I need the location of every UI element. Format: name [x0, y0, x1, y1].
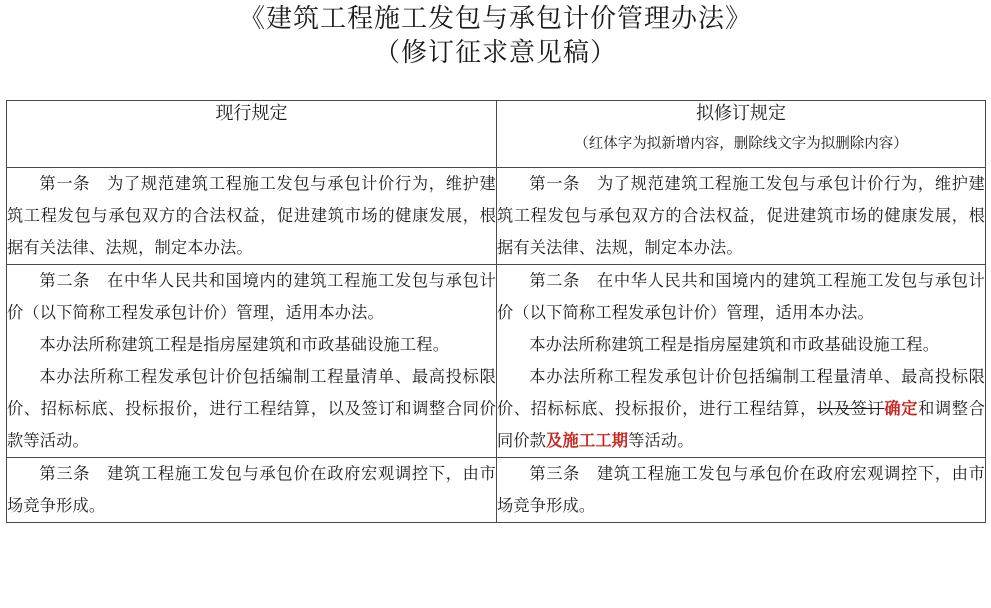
- article-2-proposed: [497, 265, 986, 458]
- article-1-proposed: [497, 168, 986, 265]
- unchanged-text: 本办法所称工程发承包计价包括编制工程量清单、最高投标限价、招标标底、投标报价，进行工程结算，: [497, 367, 985, 418]
- table-row: [7, 168, 986, 265]
- paragraph: 本办法所称建筑工程是指房屋建筑和市政基础设施工程。: [529, 335, 940, 354]
- paragraph: 第一条 为了规范建筑工程施工发包与承包计价行为，维护建筑工程发包与承包双方的合法权益，促进建筑市场的健康发展，根据有关法律、法规，制定本办法。: [7, 174, 496, 257]
- article-3-current: [7, 458, 497, 523]
- document-subtitle: （修订征求意见稿）: [373, 38, 617, 68]
- current-rules-label: 现行规定: [215, 103, 288, 124]
- paragraph: 第三条 建筑工程施工发包与承包价在政府宏观调控下，由市场竞争形成。: [7, 464, 496, 515]
- table-header-row: [7, 101, 986, 168]
- proposed-rules-header: [497, 101, 986, 168]
- comparison-table: [6, 100, 986, 523]
- paragraph: 第二条 在中华人民共和国境内的建筑工程施工发包与承包计价（以下简称工程发承包计价）管理，适用本办法。: [497, 271, 985, 322]
- proposed-rules-label: 拟修订规定: [696, 103, 786, 124]
- paragraph: 第三条 建筑工程施工发包与承包价在政府宏观调控下，由市场竞争形成。: [497, 464, 985, 515]
- article-2-current: [7, 265, 497, 458]
- deleted-text: 以及签订: [817, 399, 885, 418]
- current-rules-header: [7, 101, 497, 168]
- unchanged-text: 等活动。: [628, 431, 694, 450]
- added-text: 确定: [884, 399, 919, 418]
- table-row: [7, 458, 986, 523]
- document-title: 《建筑工程施工发包与承包计价管理办法》: [238, 4, 752, 34]
- article-3-proposed: [497, 458, 986, 523]
- paragraph: 本办法所称工程发承包计价包括编制工程量清单、最高投标限价、招标标底、投标报价，进行工程结算，以及签订和调整合同价款等活动。: [7, 367, 496, 450]
- unchanged-text: 和调整合同价款: [497, 399, 985, 450]
- proposed-rules-note: （红体字为拟新增内容，删除线文字为拟删除内容）: [574, 136, 908, 152]
- paragraph: 本办法所称建筑工程是指房屋建筑和市政基础设施工程。: [39, 335, 450, 354]
- added-text: 及施工工期: [546, 431, 629, 450]
- article-1-current: [7, 168, 497, 265]
- paragraph-with-revisions: [497, 361, 985, 457]
- paragraph: 第二条 在中华人民共和国境内的建筑工程施工发包与承包计价（以下简称工程发承包计价）管理，适用本办法。: [7, 271, 496, 322]
- paragraph: 第一条 为了规范建筑工程施工发包与承包计价行为，维护建筑工程发包与承包双方的合法权益，促进建筑市场的健康发展，根据有关法律、法规，制定本办法。: [497, 174, 985, 257]
- table-row: [7, 265, 986, 458]
